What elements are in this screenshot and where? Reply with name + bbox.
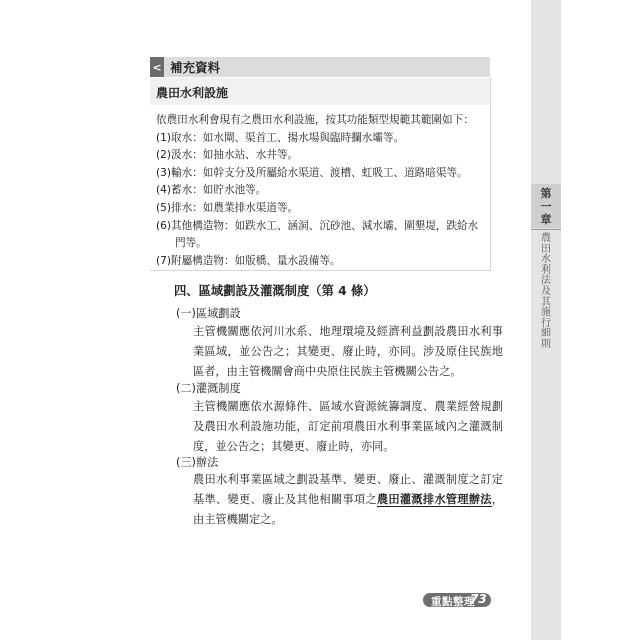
supplement-body [156, 112, 486, 270]
list-item: (1)取水：如水閘、渠首工、揚水場與臨時攔水壩等。 [156, 131, 405, 144]
regulation-name-emphasis: 農田灌溉排水管理辦法 [376, 493, 492, 506]
list-item: (5)排水：如農業排水渠道等。 [156, 201, 299, 214]
supplement-intro: 依農田水利會現有之農田水利設施，按其功能類型規範其範圍如下： [156, 114, 474, 126]
text-before: 農田水利事業區域之劃設基準、變更、廢止、灌溉制度之訂定基準、變更、廢止及其他相關事項之 [193, 473, 503, 506]
page-number: 73 [470, 592, 487, 606]
chapter-subtitle: 農田水利法及其施行細則 [541, 233, 551, 350]
side-divider [531, 229, 561, 230]
chapter-marker [531, 184, 561, 228]
subsection-text: 主管機關應依水源條件、區域水資源統籌調度、農業經營規劃及農田水利設施功能，訂定前項農田水利事業區域內之灌溉制度，並公告之；其變更、廢止時，亦同。 [193, 400, 503, 453]
subsection-text [193, 470, 503, 530]
list-item: (3)輸水：如幹支分及所屬給水渠道、渡槽、虹吸工、道路暗渠等。 [156, 166, 468, 179]
list-item: (6)其他構造物：如跌水工、涵洞、沉砂池、減水壩、圍墾堤，跌給水門等。 [156, 219, 479, 250]
chapter-char-1: 第 [540, 186, 552, 200]
supplement-header [150, 57, 490, 77]
list-item: (4)蓄水：如貯水池等。 [156, 184, 267, 197]
subsection-heading: (一)區域劃設 [176, 307, 241, 320]
subsection-heading: (二)灌溉制度 [176, 382, 241, 395]
text-after: ，由主管機關定之。 [193, 493, 503, 526]
section-title: 四、區域劃設及灌溉制度（第 4 條） [174, 284, 376, 298]
list-item: (2)汲水：如抽水站、水井等。 [156, 149, 299, 162]
list-item: (7)附屬構造物：如版橋、量水設備等。 [156, 254, 341, 267]
subsection-text: 主管機關應依河川水系、地理環境及經濟利益劃設農田水利事業區域，並公告之；其變更、廢止時，亦同。涉及原住民族地區者，由主管機關會商中央原住民族主管機關公告之。 [193, 325, 503, 378]
supplement-title: 補充資料 [170, 60, 221, 75]
chapter-char-2: 一 [540, 199, 552, 213]
chevron-left-icon: < [150, 57, 164, 77]
supplement-subheading: 農田水利設施 [156, 86, 229, 100]
supplement-subheading-bar [150, 78, 490, 105]
footer-label: 重點整理 [431, 596, 475, 608]
chapter-char-3: 章 [540, 212, 552, 226]
subsection-heading: (三)辦法 [176, 456, 219, 469]
